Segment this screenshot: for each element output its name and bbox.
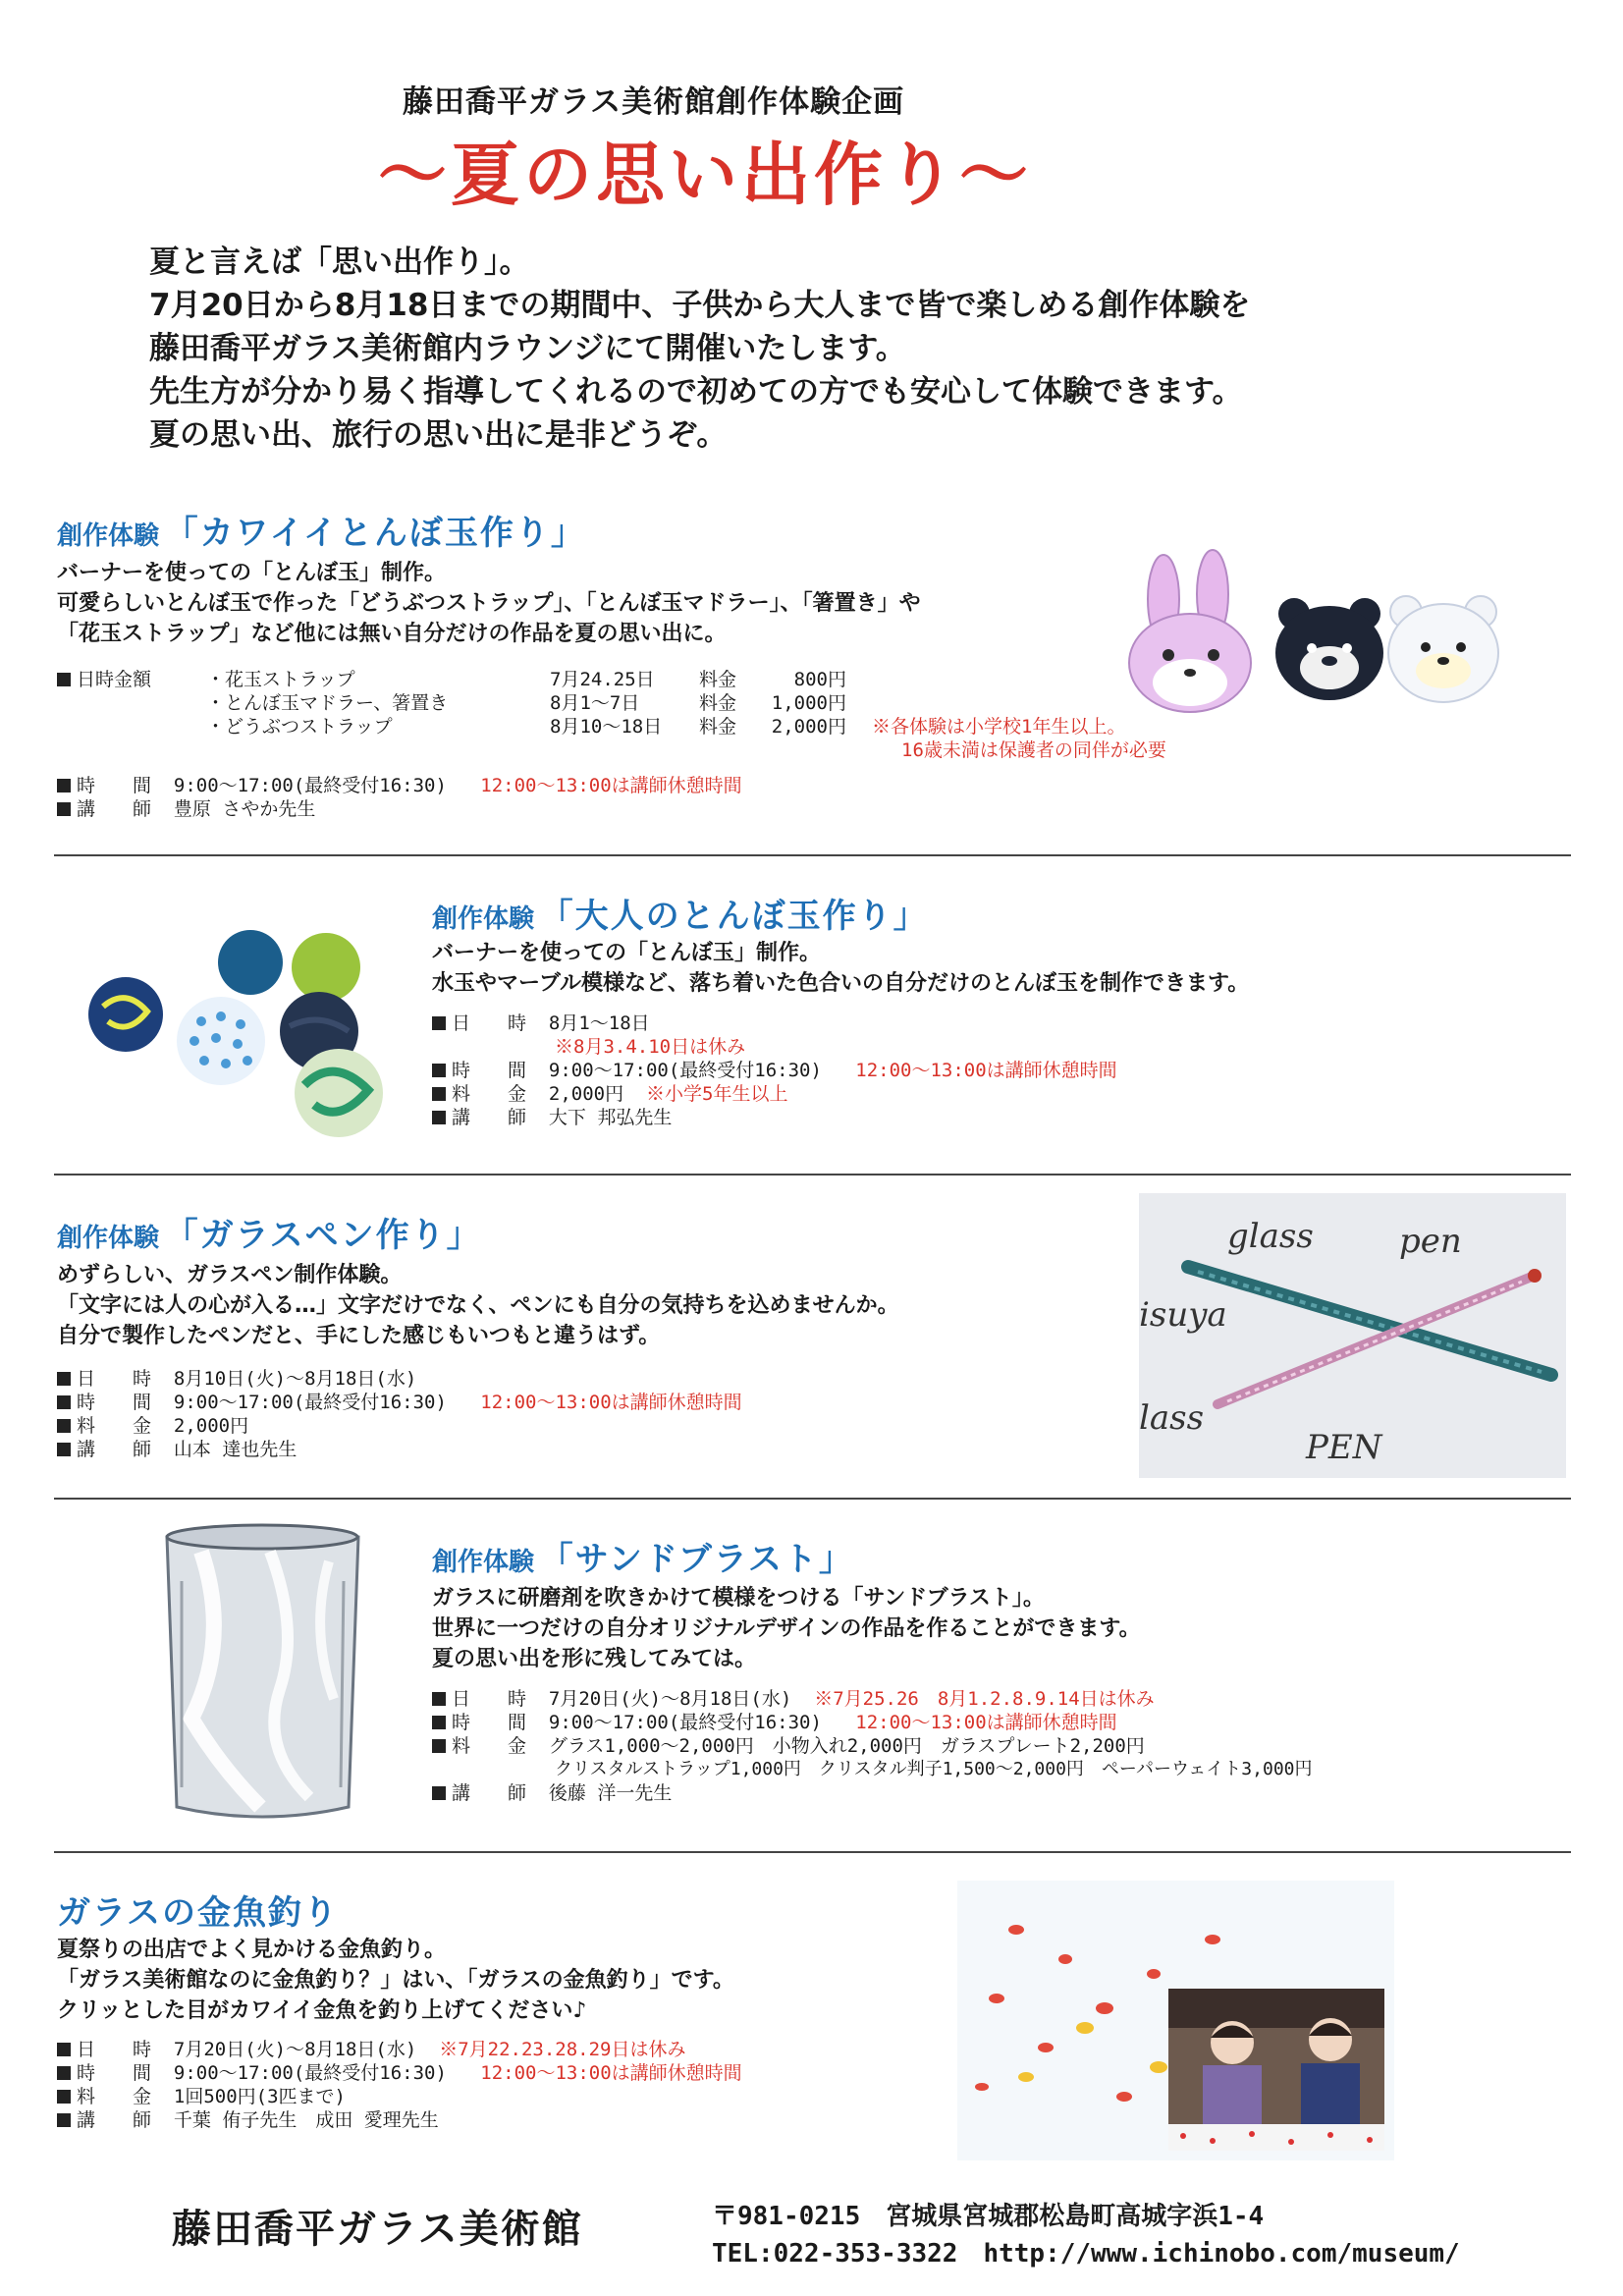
section5-details [57, 2038, 742, 2132]
section3-prefix: 創作体験 [57, 1224, 160, 1253]
time-value: 9:00〜17:00(最終受付16:30) [173, 775, 447, 796]
section4-heading [432, 1532, 854, 1580]
item-date: 8月1〜7日 [550, 692, 640, 714]
intro-line: 夏の思い出、旅行の思い出に是非どうぞ。 [149, 417, 728, 453]
bullet-square [57, 2066, 71, 2080]
item-name: ・花玉ストラップ [206, 669, 355, 690]
fee-value: クリスタルストラップ1,000円 クリスタル判子1,500〜2,000円 ペーパーウェイト3,000円 [555, 1759, 1313, 1779]
header-subtitle: 藤田喬平ガラス美術館創作体験企画 [403, 84, 905, 120]
note-line: 16歳未満は保護者の同伴が必要 [901, 739, 1166, 761]
section1-fee-labels [699, 668, 736, 738]
info-label: 日 時 [77, 2039, 152, 2060]
section2-title: 「大人のとんぼ玉作り」 [539, 897, 929, 936]
info-label: 講 師 [77, 1439, 152, 1460]
section1-fees [756, 668, 846, 738]
section3-title: 「ガラスペン作り」 [164, 1216, 482, 1255]
time-value: 9:00〜17:00(最終受付16:30) [173, 2062, 447, 2084]
section2-heading [432, 889, 929, 937]
footer-contact [712, 2198, 1460, 2272]
info-label: 日 時 [77, 1368, 152, 1390]
info-label: 料 金 [77, 1415, 152, 1437]
date-value: 7月20日(火)〜8月18日(水) [173, 2039, 417, 2060]
intro-line: 7月20日から8月18日までの期間中、子供から大人まで皆で楽しめる創作体験を [149, 288, 1251, 323]
info-label: 時 間 [452, 1060, 527, 1081]
bullet-square [57, 1419, 71, 1433]
info-label: 日時金額 [77, 669, 152, 690]
info-label: 講 師 [452, 1782, 527, 1804]
desc-line: 自分で製作したペンだと、手にした感じもいつもと違うはず。 [57, 1324, 661, 1348]
desc-line: バーナーを使っての「とんぼ玉」制作。 [432, 941, 822, 965]
divider [54, 854, 1571, 856]
item-fee: 2,000円 [771, 716, 846, 738]
section2-details [432, 1011, 1117, 1129]
divider [54, 1851, 1571, 1853]
sandblast-glass-photo [162, 1522, 363, 1827]
break-note: 12:00〜13:00は講師休憩時間 [480, 1392, 742, 1413]
section2-description [432, 938, 1249, 999]
photo-text: lass [1139, 1398, 1205, 1438]
section5-description [57, 1935, 734, 2026]
desc-line: 世界に一つだけの自分オリジナルデザインの作品を作ることができます。 [432, 1616, 1141, 1641]
info-label: 講 師 [77, 2109, 152, 2131]
item-name: ・とんぼ玉マドラー、箸置き [206, 692, 449, 714]
section1-prefix: 創作体験 [57, 521, 160, 551]
section4-details [432, 1687, 1313, 1805]
time-value: 9:00〜17:00(最終受付16:30) [548, 1712, 822, 1733]
bullet-square [57, 802, 71, 816]
section1-heading [57, 506, 586, 554]
desc-line: ガラスに研磨剤を吹きかけて模様をつける「サンドブラスト」。 [432, 1586, 1045, 1611]
date-value: 8月10日(火)〜8月18日(水) [173, 1368, 417, 1390]
info-label: 日 時 [452, 1012, 527, 1034]
section4-title: 「サンドブラスト」 [539, 1540, 854, 1579]
desc-line: クリッとした目がカワイイ金魚を釣り上げてください♪ [57, 1998, 587, 2023]
bullet-square [57, 1372, 71, 1386]
intro-line: 夏と言えば「思い出作り」。 [149, 245, 530, 280]
time-value: 9:00〜17:00(最終受付16:30) [173, 1392, 447, 1413]
section1-description [57, 558, 921, 649]
info-label: 日 時 [452, 1688, 527, 1710]
break-note: 12:00〜13:00は講師休憩時間 [855, 1712, 1117, 1733]
section4-description [432, 1583, 1141, 1674]
break-note: 12:00〜13:00は講師休憩時間 [480, 775, 742, 796]
bullet-square [432, 1087, 446, 1101]
teacher-value: 大下 邦弘先生 [548, 1107, 673, 1128]
bullet-square [432, 1111, 446, 1124]
bullet-square [57, 2090, 71, 2104]
desc-line: 「文字には人の心が入る…」文字だけでなく、ペンにも自分の気持ちを込めませんか。 [57, 1293, 899, 1318]
footer-museum-name: 藤田喬平ガラス美術館 [172, 2207, 583, 2252]
section1-items [206, 668, 448, 738]
time-value: 9:00〜17:00(最終受付16:30) [548, 1060, 822, 1081]
date-value: 8月1〜18日 [548, 1012, 650, 1034]
desc-line: めずらしい、ガラスペン制作体験。 [57, 1263, 403, 1287]
info-label: 料 金 [77, 2086, 152, 2107]
glass-pen-photo [1139, 1193, 1566, 1478]
glass-pen-image [1139, 1193, 1566, 1478]
bullet-square [57, 673, 71, 686]
date-value: 7月20日(火)〜8月18日(水) [548, 1688, 792, 1710]
item-fee: 1,000円 [771, 692, 846, 714]
desc-line: 水玉やマーブル模様など、落ち着いた色合いの自分だけのとんぼ玉を制作できます。 [432, 971, 1250, 996]
bullet-square [432, 1786, 446, 1800]
desc-line: 可愛らしいとんぼ玉で作った「どうぶつストラップ」、「とんぼ玉マドラー」、「箸置き」や [57, 591, 921, 616]
photo-text: pen [1399, 1222, 1462, 1261]
item-fee-label: 料金 [699, 669, 737, 690]
section5-title: ガラスの金魚釣り [57, 1893, 339, 1933]
item-date: 7月24.25日 [550, 669, 655, 690]
section3-details [57, 1367, 742, 1461]
intro-line: 先生方が分かり易く指導してくれるので初めての方でも安心して体験できます。 [149, 374, 1243, 410]
desc-line: 夏の思い出を形に残してみては。 [432, 1647, 757, 1671]
intro-text [149, 241, 1250, 457]
bullet-square [432, 1739, 446, 1753]
animal-beads-image [1119, 545, 1502, 717]
divider [54, 1174, 1571, 1175]
animal-beads-photo [1119, 545, 1502, 717]
section1-title: 「カワイイとんぼ玉作り」 [164, 514, 586, 553]
bullet-square [57, 2043, 71, 2056]
info-label: 料 金 [452, 1083, 527, 1105]
glass-beads-photo [79, 918, 403, 1144]
desc-line: 「花玉ストラップ」など他には無い自分だけの作品を夏の思い出に。 [57, 622, 727, 646]
info-label: 講 師 [77, 798, 152, 820]
section1-age-note [872, 715, 1166, 762]
fee-value: 2,000円 [173, 1415, 249, 1437]
info-label: 時 間 [77, 2062, 152, 2084]
bullet-square [57, 779, 71, 793]
note-line: ※各体験は小学校1年生以上。 [872, 716, 1126, 738]
section1-dates [550, 668, 662, 738]
section1-details [57, 774, 742, 821]
intro-line: 藤田喬平ガラス美術館内ラウンジにて開催いたします。 [149, 331, 906, 366]
bullet-square [57, 1395, 71, 1409]
desc-line: バーナーを使っての「とんぼ玉」制作。 [57, 561, 447, 585]
goldfish-image [957, 1881, 1394, 2160]
info-label: 時 間 [452, 1712, 527, 1733]
item-fee: 800円 [793, 669, 846, 690]
glass-beads-image [79, 918, 403, 1144]
fee-note: ※小学5年生以上 [646, 1083, 788, 1105]
footer-address: 〒981-0215 宮城県宮城郡松島町高城字浜1-4 [712, 2202, 1265, 2231]
closed-note: ※7月25.26 8月1.2.8.9.14日は休み [814, 1688, 1155, 1710]
header-title: 〜夏の思い出作り〜 [378, 135, 1032, 215]
section3-description [57, 1260, 899, 1351]
divider [54, 1498, 1571, 1500]
bullet-square [57, 1443, 71, 1456]
section3-heading [57, 1208, 482, 1256]
bullet-square [432, 1692, 446, 1706]
fee-value: 1回500円(3匹まで) [173, 2086, 346, 2107]
section4-prefix: 創作体験 [432, 1548, 535, 1577]
photo-text: isuya [1139, 1295, 1227, 1335]
section2-prefix: 創作体験 [432, 904, 535, 934]
info-label: 講 師 [452, 1107, 527, 1128]
section1-info [57, 668, 151, 691]
section5-heading [57, 1886, 339, 1934]
photo-text: glass [1227, 1217, 1314, 1256]
fee-value: 2,000円 [548, 1083, 624, 1105]
closed-note: ※7月22.23.28.29日は休み [439, 2039, 686, 2060]
info-label: 料 金 [452, 1735, 527, 1757]
sandblast-glass-image [162, 1522, 363, 1827]
item-date: 8月10〜18日 [550, 716, 663, 738]
teacher-value: 千葉 侑子先生 成田 愛理先生 [173, 2109, 439, 2131]
bullet-square [57, 2113, 71, 2127]
item-fee-label: 料金 [699, 716, 737, 738]
desc-line: 夏祭りの出店でよく見かける金魚釣り。 [57, 1938, 447, 1962]
info-label: 時 間 [77, 1392, 152, 1413]
bullet-square [432, 1016, 446, 1030]
footer-tel-url: TEL:022-353-3322 http://www.ichinobo.com/museum/ [712, 2239, 1460, 2269]
info-label: 時 間 [77, 775, 152, 796]
teacher-value: 山本 達也先生 [173, 1439, 298, 1460]
bullet-square [432, 1716, 446, 1729]
goldfish-photo [957, 1881, 1394, 2160]
photo-text: PEN [1306, 1428, 1382, 1467]
closed-note: ※8月3.4.10日は休み [555, 1036, 746, 1058]
item-fee-label: 料金 [699, 692, 737, 714]
bullet-square [432, 1064, 446, 1077]
fee-value: グラス1,000〜2,000円 小物入れ2,000円 ガラスプレート2,200円 [548, 1735, 1145, 1757]
desc-line: 「ガラス美術館なのに金魚釣り？」はい、「ガラスの金魚釣り」です。 [57, 1968, 734, 1993]
break-note: 12:00〜13:00は講師休憩時間 [480, 2062, 742, 2084]
item-name: ・どうぶつストラップ [206, 716, 393, 738]
teacher-value: 後藤 洋一先生 [548, 1782, 673, 1804]
teacher-value: 豊原 さやか先生 [173, 798, 316, 820]
break-note: 12:00〜13:00は講師休憩時間 [855, 1060, 1117, 1081]
